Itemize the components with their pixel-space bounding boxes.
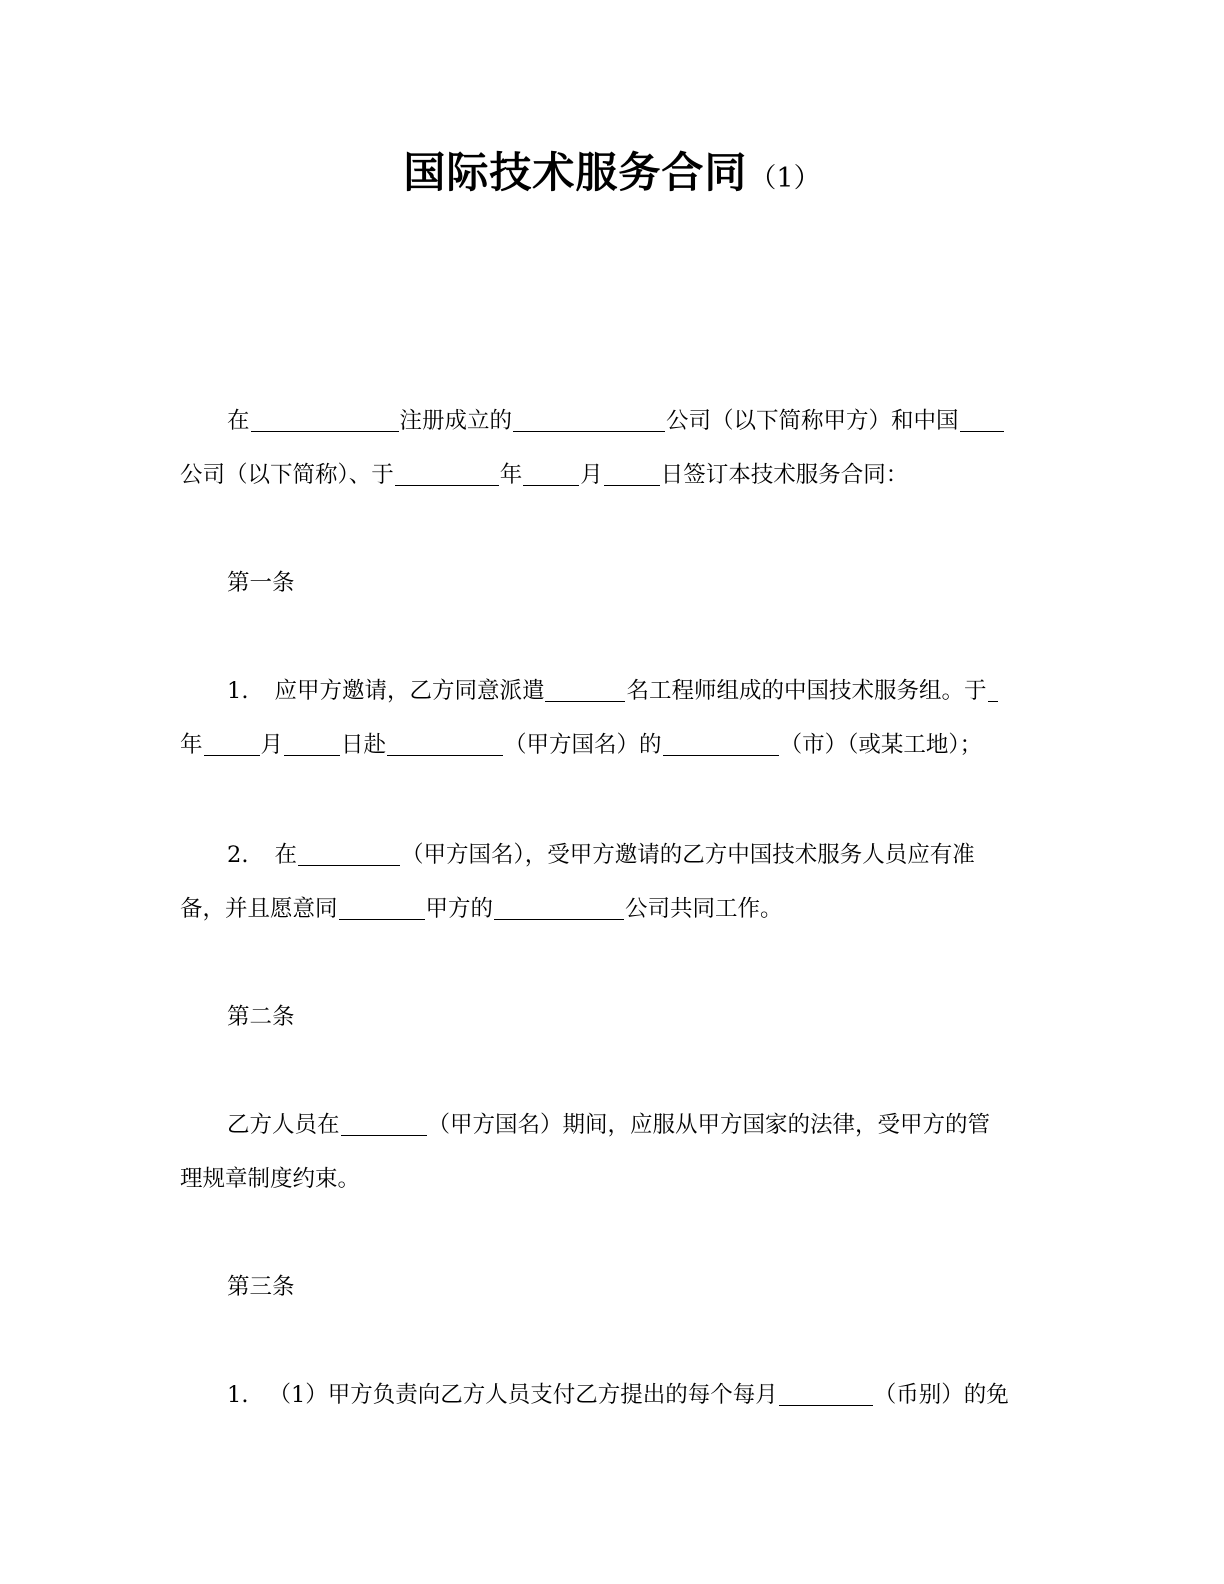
blank-depart-year bbox=[988, 681, 998, 702]
intro-line-2 bbox=[180, 460, 908, 490]
blank-party-b-company bbox=[960, 411, 1004, 432]
item-number: 2. bbox=[227, 842, 249, 868]
intro-line-1 bbox=[227, 406, 1005, 436]
item-text: （1）甲方负责向乙方人员支付乙方提出的每个每月 bbox=[268, 1382, 778, 1408]
item-text: 日赴 bbox=[341, 732, 387, 758]
item-text: 备，并且愿意同 bbox=[180, 896, 338, 922]
article-1-item-2-line-1 bbox=[227, 840, 975, 870]
item-text: 甲方的 bbox=[425, 896, 494, 922]
article-2-line-2: 理规章制度约束。 bbox=[180, 1166, 361, 1192]
blank-cooperation bbox=[339, 899, 425, 920]
item-text: （甲方国名）的 bbox=[504, 732, 662, 758]
article-1-heading: 第一条 bbox=[227, 570, 295, 596]
item-text: （甲方国名），受甲方邀请的乙方中国技术服务人员应有准 bbox=[400, 842, 975, 868]
item-text: 在 bbox=[274, 842, 297, 868]
intro-text: 年 bbox=[499, 462, 523, 488]
blank-country-name bbox=[387, 735, 503, 756]
blank-engineer-count bbox=[545, 681, 625, 702]
article-3-heading: 第三条 bbox=[227, 1274, 295, 1300]
item-text: （市）（或某工地）； bbox=[779, 732, 983, 758]
intro-text: 月 bbox=[580, 462, 603, 488]
item-text: （币别）的免 bbox=[873, 1382, 1009, 1408]
blank-currency-amount bbox=[779, 1385, 873, 1406]
item-text: 公司共同工作。 bbox=[625, 896, 783, 922]
blank-party-a-company bbox=[494, 899, 624, 920]
intro-text: 注册成立的 bbox=[399, 408, 513, 434]
blank-country-name bbox=[298, 845, 400, 866]
blank-depart-day bbox=[284, 735, 340, 756]
blank-month bbox=[523, 465, 579, 486]
item-text: 乙方人员在 bbox=[227, 1112, 340, 1138]
blank-country-name bbox=[341, 1115, 427, 1136]
article-1-item-1-line-1 bbox=[227, 676, 999, 706]
item-number: 1. bbox=[227, 678, 249, 704]
title-main: 国际技术服务合同 bbox=[403, 148, 748, 197]
article-1-item-1-line-2 bbox=[180, 730, 982, 760]
item-text: 应甲方邀请，乙方同意派遣 bbox=[274, 678, 545, 704]
item-text: 月 bbox=[260, 732, 284, 758]
item-text: （甲方国名）期间，应服从甲方国家的法律，受甲方的管 bbox=[427, 1112, 991, 1138]
blank-day bbox=[604, 465, 660, 486]
blank-city-name bbox=[663, 735, 779, 756]
intro-text: 在 bbox=[227, 408, 250, 434]
blank-registration-place bbox=[251, 411, 399, 432]
blank-depart-month bbox=[204, 735, 260, 756]
blank-party-a-company bbox=[513, 411, 665, 432]
article-2-heading: 第二条 bbox=[227, 1004, 295, 1030]
item-number: 1. bbox=[227, 1382, 249, 1408]
title-sub: （1） bbox=[749, 163, 821, 194]
intro-text: 日签订本技术服务合同： bbox=[660, 462, 909, 488]
item-text: 年 bbox=[180, 732, 203, 758]
blank-year bbox=[395, 465, 499, 486]
intro-text: 公司（以下简称）、于 bbox=[180, 462, 394, 488]
article-3-item-1-line-1 bbox=[227, 1380, 1009, 1410]
article-1-item-2-line-2 bbox=[180, 894, 783, 924]
intro-text: 公司（以下简称甲方）和中国 bbox=[666, 408, 959, 434]
item-text: 名工程师组成的中国技术服务组。于 bbox=[626, 678, 987, 704]
article-2-line-1 bbox=[227, 1110, 990, 1140]
document-title bbox=[0, 140, 1224, 200]
